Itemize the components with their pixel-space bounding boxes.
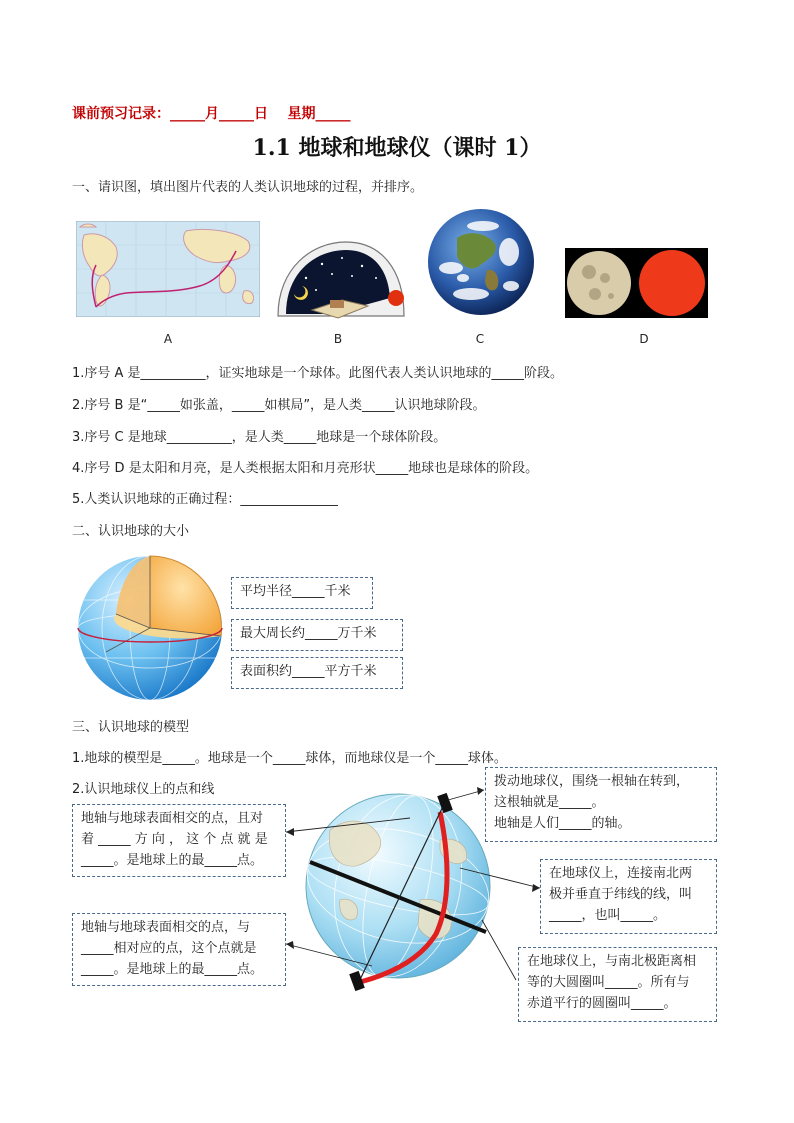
earth-axis-line-1: 拨动地球仪，围绕一根轴在转到， (494, 774, 690, 789)
page-title: 1.1 地球和地球仪（课时 1） (252, 135, 542, 161)
section1-heading: 一、请识图，填出图片代表的人类认识地球的过程，并排序。 (72, 180, 424, 195)
question-1-5: 5.人类认识地球的正确过程：_______________ (72, 492, 338, 507)
equator-line-1: 在地球仪上，与南北极距离相 (527, 954, 697, 969)
north-pole-box (72, 804, 286, 877)
image-caption-d: D (639, 332, 649, 346)
meridian-box (540, 859, 717, 934)
question-3-2: 2.认识地球仪上的点和线 (72, 782, 215, 797)
question-3-1: 1.地球的模型是_____。地球是一个_____球体，而地球仪是一个_____球体。 (72, 751, 507, 766)
preview-record-label: 课前预习记录：_____月_____日 星期_____ (72, 106, 351, 122)
surface-area-text: 表面积约_____平方千米 (240, 664, 377, 679)
average-radius-text: 平均半径_____千米 (240, 584, 351, 599)
earth-axis-line-2: 这根轴就是_____。 (494, 795, 605, 810)
south-pole-line-3: _____。是地球上的最_____点。 (81, 962, 264, 977)
question-1-1: 1.序号 A 是__________，证实地球是一个球体。此图代表人类认识地球的_____阶段。 (72, 366, 564, 381)
south-pole-box (72, 913, 286, 986)
image-caption-a: A (163, 332, 173, 346)
image-caption-c: C (475, 332, 485, 346)
meridian-line-2: 极并垂直于纬线的线，叫 (549, 887, 693, 902)
section3-heading: 三、认识地球的模型 (72, 720, 190, 735)
section2-heading: 二、认识地球的大小 (72, 524, 190, 539)
equator-line-2: 等的大圆圈叫_____。所有与 (527, 975, 690, 990)
north-pole-line-2: 着 _____ 方 向 ， 这 个 点 就 是 (81, 832, 268, 847)
south-pole-line-1: 地轴与地球表面相交的点，与 (81, 920, 251, 935)
meridian-line-3: _____，也叫_____。 (549, 908, 667, 923)
equator-box (518, 947, 717, 1022)
image-caption-b: B (333, 332, 343, 346)
question-1-2: 2.序号 B 是“_____如张盖，_____如棋局”，是人类_____认识地球阶段。 (72, 398, 486, 413)
north-pole-line-3: _____。是地球上的最_____点。 (81, 853, 264, 868)
south-pole-line-2: _____相对应的点，这个点就是 (81, 941, 257, 956)
equator-line-3: 赤道平行的圆圈叫_____。 (527, 996, 677, 1011)
question-1-4: 4.序号 D 是太阳和月亮，是人类根据太阳和月亮形状_____地球也是球体的阶段。 (72, 461, 539, 476)
max-circumference-text: 最大周长约_____万千米 (240, 626, 377, 641)
question-1-3: 3.序号 C 是地球__________，是人类_____地球是一个球体阶段。 (72, 430, 447, 445)
earth-axis-line-3: 地轴是人们_____的轴。 (494, 816, 631, 831)
north-pole-line-1: 地轴与地球表面相交的点，且对 (81, 811, 264, 826)
earth-axis-box (485, 767, 717, 842)
meridian-line-1: 在地球仪上，连接南北两 (549, 866, 693, 881)
